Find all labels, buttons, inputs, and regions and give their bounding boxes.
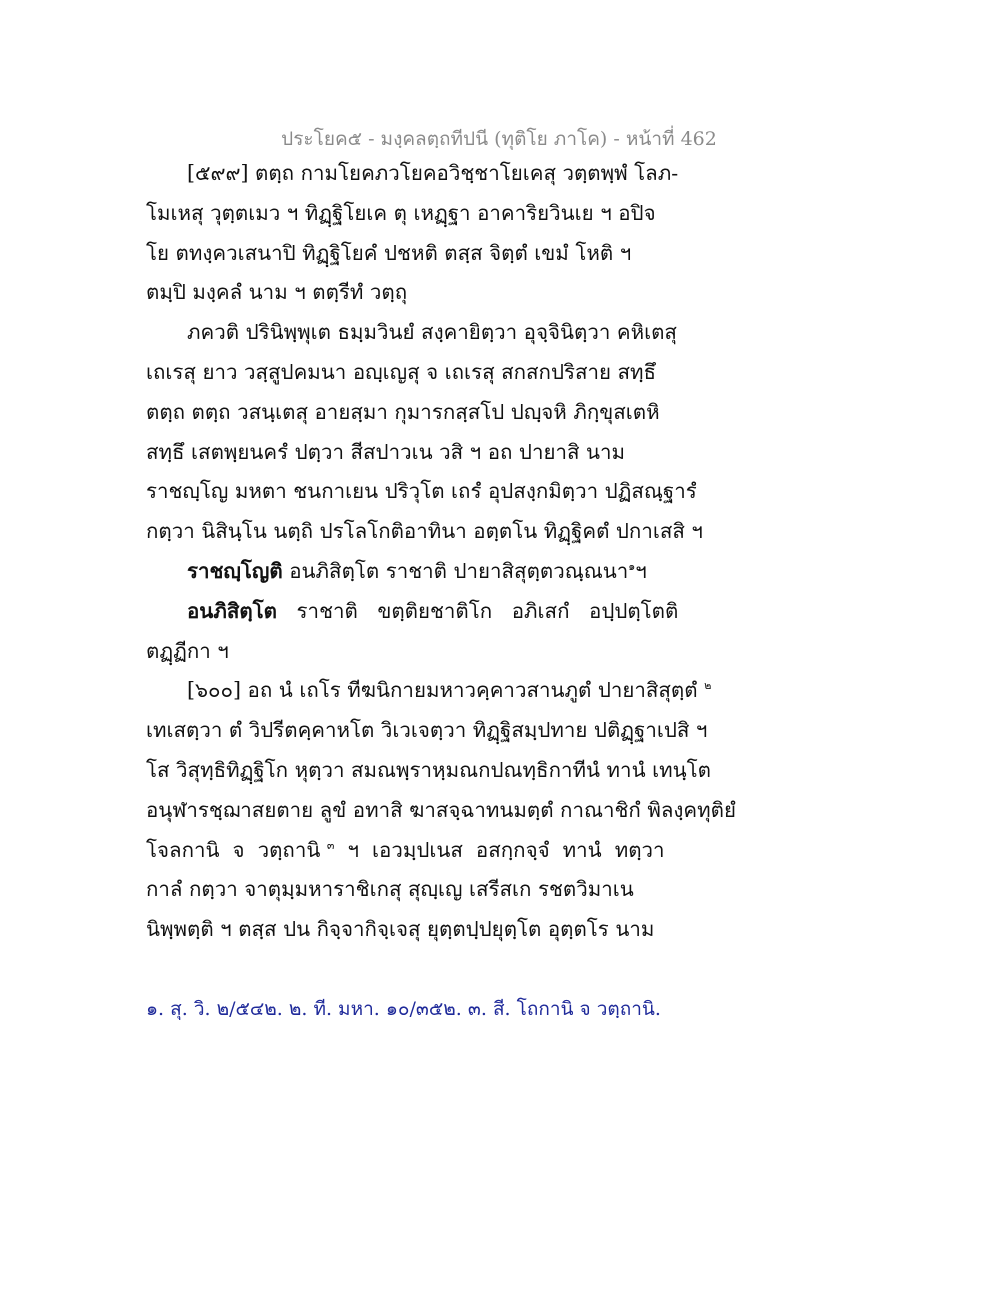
paragraph-2-line-2: เถเรสุ ยาว วสฺสูปคมนา อญฺเญสุ จ เถเรสุ สกสกปริสาย สทฺธึ [146, 359, 657, 384]
paragraph-2-line-3: ตตฺถ ตตฺถ วสนฺเตสุ อายสฺมา กุมารกสฺสโป ปญฺจหิ ภิกฺขุสเตหิ [146, 399, 660, 424]
page-body [146, 154, 736, 950]
footnote: ๑. สุ. วิ. ๒/๕๔๒. ๒. ที. มหา. ๑๐/๓๕๒. ๓. สี. โถกานิ จ วตฺถานิ. [146, 998, 661, 1020]
paragraph-5-line-1 [146, 671, 712, 711]
paragraph-4 [146, 592, 706, 632]
paragraph-5-line-1-text: [๖๐๐] อถ นํ เถโร ทีฆนิกายมหาวคฺคาวสานภูตํ ปายาสิสุตฺตํ [187, 678, 698, 703]
paragraph-2-line-6: กตฺวา นิสินฺโน นตฺถิ ปรโลโกติอาทินา อตฺตโน ทิฏฺฐิคตํ ปกาเสสิ ฯ [146, 519, 703, 544]
paragraph-5-line-4: อนุฬารชฺฌาสยตาย ลูขํ อทาสิ ฆาสจฺฉาทนมตฺตํ กาณาชิกํ พิลงฺคทุติยํ [146, 797, 736, 822]
paragraph-1-line-2: โมเหสุ วุตฺตเมว ฯ ทิฏฺฐิโยเค ตุ เหฏฺฐา อาคาริยวินเย ฯ อปิจ [146, 200, 656, 225]
paragraph-1-line-4: ตมฺปิ มงฺคลํ นาม ฯ ตตฺรีทํ วตฺถุ [146, 280, 408, 305]
footnote-mark-1: ๑ [628, 560, 636, 574]
footnote-mark-2: ๒ [704, 679, 712, 693]
paragraph-3 [146, 552, 706, 592]
paragraph-4-cont: ตฏฺฏีกา ฯ [146, 638, 229, 663]
paragraph-4-text: ราชาติ ขตฺติยชาติโก อภิเสกํ อปฺปตฺโตติ [277, 598, 679, 623]
page-header [0, 124, 1000, 154]
paragraph-5-line-5-tail: ฯ เอวมฺปเนส อสกฺกจฺจํ ทานํ ทตฺวา [334, 837, 665, 862]
paragraph-2-line-1: ภควติ ปรินิพฺพุเต ธมฺมวินยํ สงฺคายิตฺวา อุจฺจินิตฺวา คหิเตสุ [187, 320, 677, 345]
term-rajanno: ราชญฺโญติ [187, 558, 283, 583]
footnote-mark-3: ๓ [326, 838, 335, 852]
paragraph-5-line-6: กาลํ กตฺวา จาตุมฺมหาราชิเกสุ สุญฺเญ เสรีสเก รชตวิมาเน [146, 877, 634, 902]
paragraph-3-text: อนภิสิตฺโต ราชาติ ปายาสิสุตฺตวณฺณนา [282, 558, 629, 583]
term-anabhisitto: อนภิสิตฺโต [187, 598, 277, 623]
page-header-title: ประโยค๕ - มงฺคลตฺถทีปนี (ทุติโย ภาโค) - หน้าที่ 462 [281, 128, 717, 150]
paragraph-2-line-5: ราชญฺโญ มหตา ชนกาเยน ปริวุโต เถรํ อุปสงฺกมิตฺวา ปฏิสณฺฐารํ [146, 479, 697, 504]
paragraph-5-line-7: นิพฺพตฺติ ฯ ตสฺส ปน กิจฺจากิจฺเจสุ ยุตฺตปฺปยุตฺโต อุตฺตโร นาม [146, 917, 655, 942]
paragraph-5-line-5-text: โจลกานิ จ วตฺถานิ [146, 837, 321, 862]
paragraph-2-line-4: สทฺธึ เสตพฺยนครํ ปตฺวา สีสปาวเน วสิ ฯ อถ ปายาสิ นาม [146, 439, 626, 464]
paragraph-1-line-3: โย ตทงฺควเสนาปิ ทิฏฺฐิโยคํ ปชหติ ตสฺส จิตฺตํ เขมํ โหติ ฯ [146, 240, 632, 265]
paragraph-3-tail: ฯ [635, 558, 647, 583]
paragraph-5-line-5 [146, 831, 706, 871]
paragraph-1-line-1: [๕๙๙] ตตฺถ กามโยคภวโยคอวิชฺชาโยเคสุ วตฺตพฺพํ โลภ- [187, 161, 679, 185]
paragraph-5-line-3: โส วิสุทฺธิทิฏฺฐิโก หุตฺวา สมณพฺราหฺมณกปณทฺธิกาทีนํ ทานํ เทนฺโต [146, 757, 711, 782]
paragraph-5-line-2: เทเสตฺวา ตํ วิปรีตคฺคาหโต วิเวเจตฺวา ทิฏฺฐิสมฺปทาย ปติฏฺฐาเปสิ ฯ [146, 718, 708, 743]
